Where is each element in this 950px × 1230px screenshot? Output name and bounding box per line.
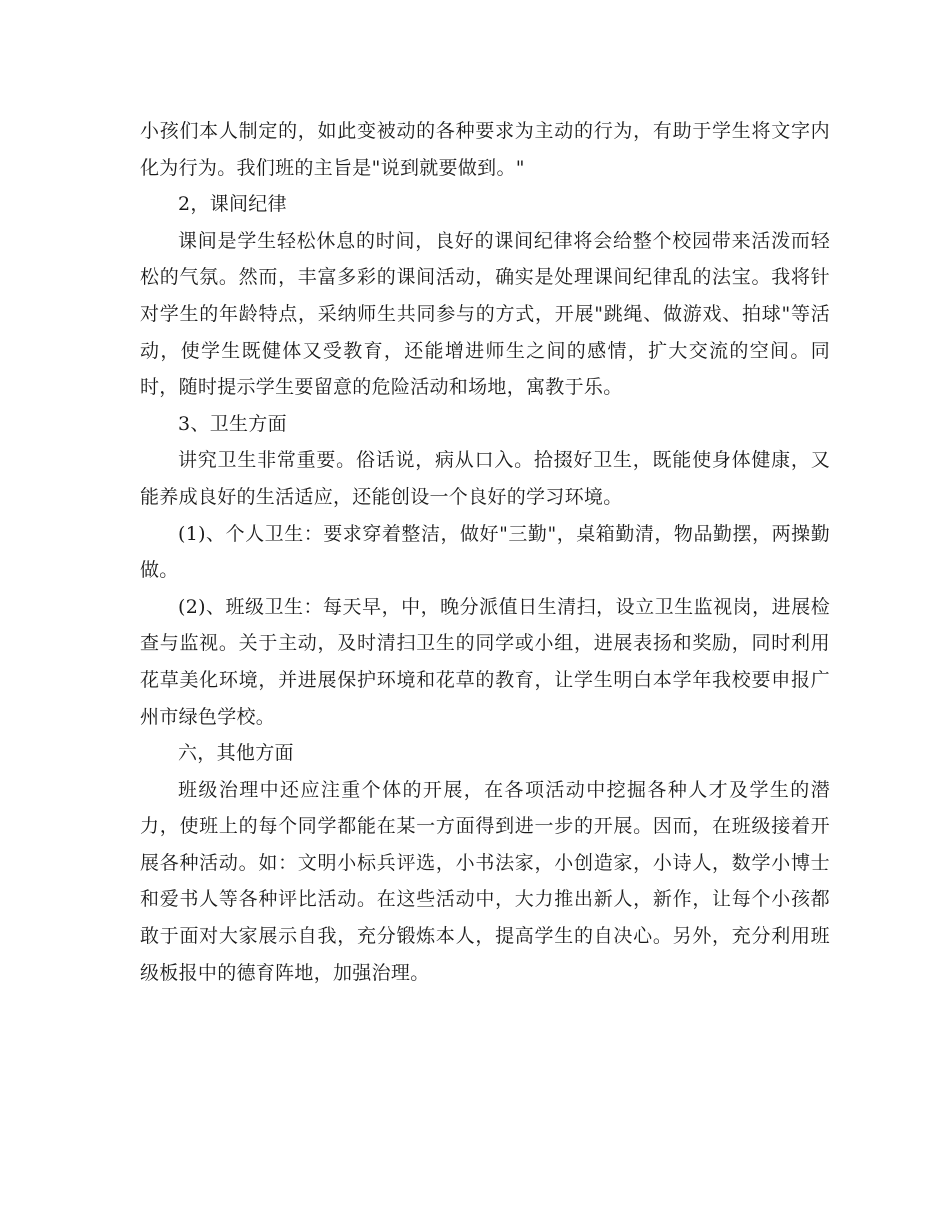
- paragraph-class-hygiene: (2)、班级卫生：每天早，中，晚分派值日生清扫，设立卫生监视岗，进展检查与监视。关于主动，及时清扫卫生的同学或小组，进展表扬和奖励，同时利用花草美化环境，并进展保护环境和花草的教育，让学生明白本学年我校要申报广州市绿色学校。: [140, 595, 830, 728]
- section-heading-hygiene: 3、卫生方面: [178, 412, 287, 435]
- section-heading-other: 六，其他方面: [178, 742, 294, 765]
- paragraph-break-discipline: 课间是学生轻松休息的时间，良好的课间纪律将会给整个校园带来活泼而轻松的气氛。然而，丰富多彩的课间活动，确实是处理课间纪律乱的法宝。我将针对学生的年龄特点，采纳师生共同参与的方式，开展"跳绳、做游戏、拍球"等活动，使学生既健体又受教育，还能增进师生之间的感情，扩大交流的空间。同时，随时提示学生要留意的危险活动和场地，寓教于乐。: [140, 229, 830, 399]
- paragraph-hygiene-intro: 讲究卫生非常重要。俗话说，病从口入。拾掇好卫生，既能使身体健康，又能养成良好的生活适应，还能创设一个良好的学习环境。: [140, 449, 830, 508]
- paragraph-continuation: 小孩们本人制定的，如此变被动的各种要求为主动的行为，有助于学生将文字内化为行为。我们班的主旨是"说到就要做到。": [140, 120, 830, 179]
- paragraph-other: 班级治理中还应注重个体的开展，在各项活动中挖掘各种人才及学生的潜力，使班上的每个同学都能在某一方面得到进一步的开展。因而，在班级接着开展各种活动。如：文明小标兵评选，小书法家，小创造家，小诗人，数学小博士和爱书人等各种评比活动。在这些活动中，大力推出新人，新作，让每个小孩都敢于面对大家展示自我，充分锻炼本人，提高学生的自决心。另外，充分利用班级板报中的德育阵地，加强治理。: [140, 778, 830, 984]
- document-body: [140, 113, 830, 991]
- section-heading-break-discipline: 2，课间纪律: [178, 193, 287, 216]
- paragraph-personal-hygiene: (1)、个人卫生：要求穿着整洁，做好"三勤"，桌箱勤清，物品勤摆，两操勤做。: [140, 522, 830, 582]
